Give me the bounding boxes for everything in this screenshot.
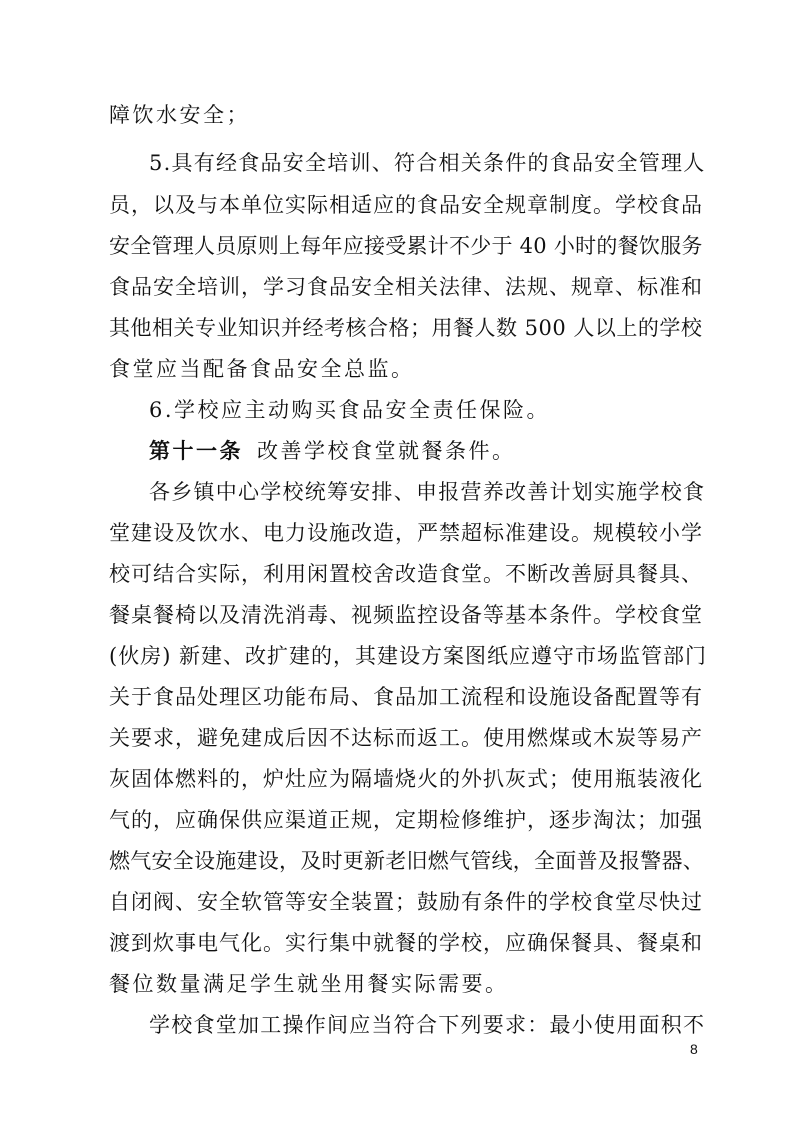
text-line: 堂建设及饮水、电力设施改造，严禁超标准建设。规模较小学 xyxy=(109,521,703,545)
text-line: 食堂应当配备食品安全总监。 xyxy=(109,357,415,381)
text-line: 食品安全培训，学习食品安全相关法律、法规、规章、标准和 xyxy=(109,275,703,299)
page-number: 8 xyxy=(690,1041,698,1057)
text-line: 灰固体燃料的，炉灶应为隔墙烧火的外扒灰式；使用瓶装液化 xyxy=(109,767,703,791)
text-line: 障饮水安全； xyxy=(109,103,250,127)
text-line: 校可结合实际，利用闲置校舍改造食堂。不断改善厨具餐具、 xyxy=(109,562,703,586)
text-line: 学校食堂加工操作间应当符合下列要求：最小使用面积不 xyxy=(149,1013,706,1037)
text-line: 燃气安全设施建设，及时更新老旧燃气管线，全面普及报警器、 xyxy=(109,849,704,873)
article-line xyxy=(149,436,516,466)
text-line: 餐桌餐椅以及清洗消毒、视频监控设备等基本条件。学校食堂 xyxy=(109,603,703,627)
text-line: 各乡镇中心学校统筹安排、申报营养改善计划实施学校食 xyxy=(149,480,706,504)
text-line: 5.具有经食品安全培训、符合相关条件的食品安全管理人 xyxy=(149,151,706,175)
text-line: 员，以及与本单位实际相适应的食品安全规章制度。学校食品 xyxy=(109,193,703,217)
text-line: (伙房) 新建、改扩建的，其建设方案图纸应遵守市场监管部门 xyxy=(109,644,708,668)
text-line: 自闭阀、安全软管等安全装置；鼓励有条件的学校食堂尽快过 xyxy=(109,890,703,914)
text-line: 其他相关专业知识并经考核合格；用餐人数 500 人以上的学校 xyxy=(109,316,703,340)
text-line: 气的，应确保供应渠道正规，定期检修维护，逐步淘汰；加强 xyxy=(109,808,703,832)
text-line: 关要求，避免建成后因不达标而返工。使用燃煤或木炭等易产 xyxy=(109,726,703,750)
article-heading: 第十一条 xyxy=(149,438,243,463)
text-line: 关于食品处理区功能布局、食品加工流程和设施设备配置等有 xyxy=(109,685,703,709)
text-line: 渡到炊事电气化。实行集中就餐的学校，应确保餐具、餐桌和 xyxy=(109,931,703,955)
article-title: 改善学校食堂就餐条件。 xyxy=(257,439,516,463)
text-line: 安全管理人员原则上每年应接受累计不少于 40 小时的餐饮服务 xyxy=(109,234,703,258)
text-line: 餐位数量满足学生就坐用餐实际需要。 xyxy=(109,972,509,996)
text-line: 6.学校应主动购买食品安全责任保险。 xyxy=(149,398,551,422)
